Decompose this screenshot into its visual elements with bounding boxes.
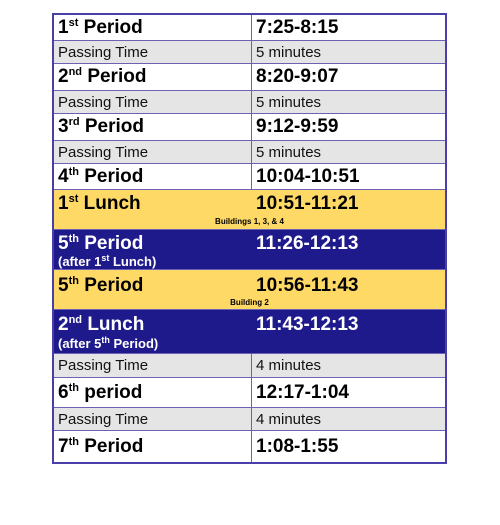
passing-time-label: Passing Time bbox=[54, 91, 252, 113]
table-row bbox=[54, 15, 445, 41]
period-time: 10:56-11:43 bbox=[256, 275, 359, 296]
table-row-period bbox=[54, 230, 445, 270]
period-time: 10:04-10:51 bbox=[256, 165, 360, 187]
passing-duration: 5 minutes bbox=[256, 93, 322, 111]
table-row bbox=[54, 354, 445, 378]
table-row bbox=[54, 378, 445, 408]
lunch-order-note: (after 5th Period) bbox=[58, 335, 159, 351]
period-time: 9:12-9:59 bbox=[256, 116, 339, 137]
passing-time-label: Passing Time bbox=[54, 141, 252, 163]
passing-time-label: Passing Time bbox=[54, 354, 252, 377]
table-row bbox=[54, 114, 445, 141]
bell-schedule-table bbox=[52, 13, 447, 464]
period-time: 11:26-12:13 bbox=[256, 233, 359, 254]
passing-time-label: Passing Time bbox=[54, 408, 252, 430]
lunch-name: 1st Lunch bbox=[58, 193, 141, 214]
period-name: 1st Period bbox=[54, 15, 252, 40]
lunch-time: 10:51-11:21 bbox=[256, 193, 359, 214]
table-row bbox=[54, 41, 445, 64]
lunch-time: 11:43-12:13 bbox=[256, 314, 359, 335]
period-time: 7:25-8:15 bbox=[256, 16, 339, 38]
period-name: 6th period bbox=[54, 378, 252, 407]
period-name: 4th Period bbox=[54, 164, 252, 189]
period-time: 12:17-1:04 bbox=[256, 381, 349, 403]
period-name: 7th Period bbox=[54, 431, 252, 462]
table-row bbox=[54, 164, 445, 190]
table-row-period bbox=[54, 270, 445, 310]
passing-duration: 5 minutes bbox=[256, 43, 322, 61]
buildings-note: Building 2 bbox=[230, 298, 269, 307]
table-row bbox=[54, 141, 445, 164]
passing-time-label: Passing Time bbox=[54, 41, 252, 63]
period-name: 3rd Period bbox=[54, 114, 252, 140]
table-row-lunch bbox=[54, 310, 445, 354]
period-name: 5th Period bbox=[54, 230, 252, 269]
table-row bbox=[54, 91, 445, 114]
passing-duration: 4 minutes bbox=[256, 357, 322, 374]
passing-duration: 5 minutes bbox=[256, 143, 322, 161]
period-time: 1:08-1:55 bbox=[256, 435, 339, 457]
passing-duration: 4 minutes bbox=[256, 410, 322, 428]
table-row bbox=[54, 431, 445, 462]
table-row bbox=[54, 408, 445, 431]
period-name: 2nd Period bbox=[54, 64, 252, 90]
lunch-name: 2nd Lunch bbox=[54, 310, 252, 353]
table-row bbox=[54, 64, 445, 91]
period-name: 5th Period bbox=[58, 275, 144, 296]
buildings-note: Buildings 1, 3, & 4 bbox=[215, 217, 284, 226]
period-time: 8:20-9:07 bbox=[256, 66, 339, 87]
lunch-order-note: (after 1st Lunch) bbox=[58, 253, 157, 269]
table-row-lunch bbox=[54, 190, 445, 230]
